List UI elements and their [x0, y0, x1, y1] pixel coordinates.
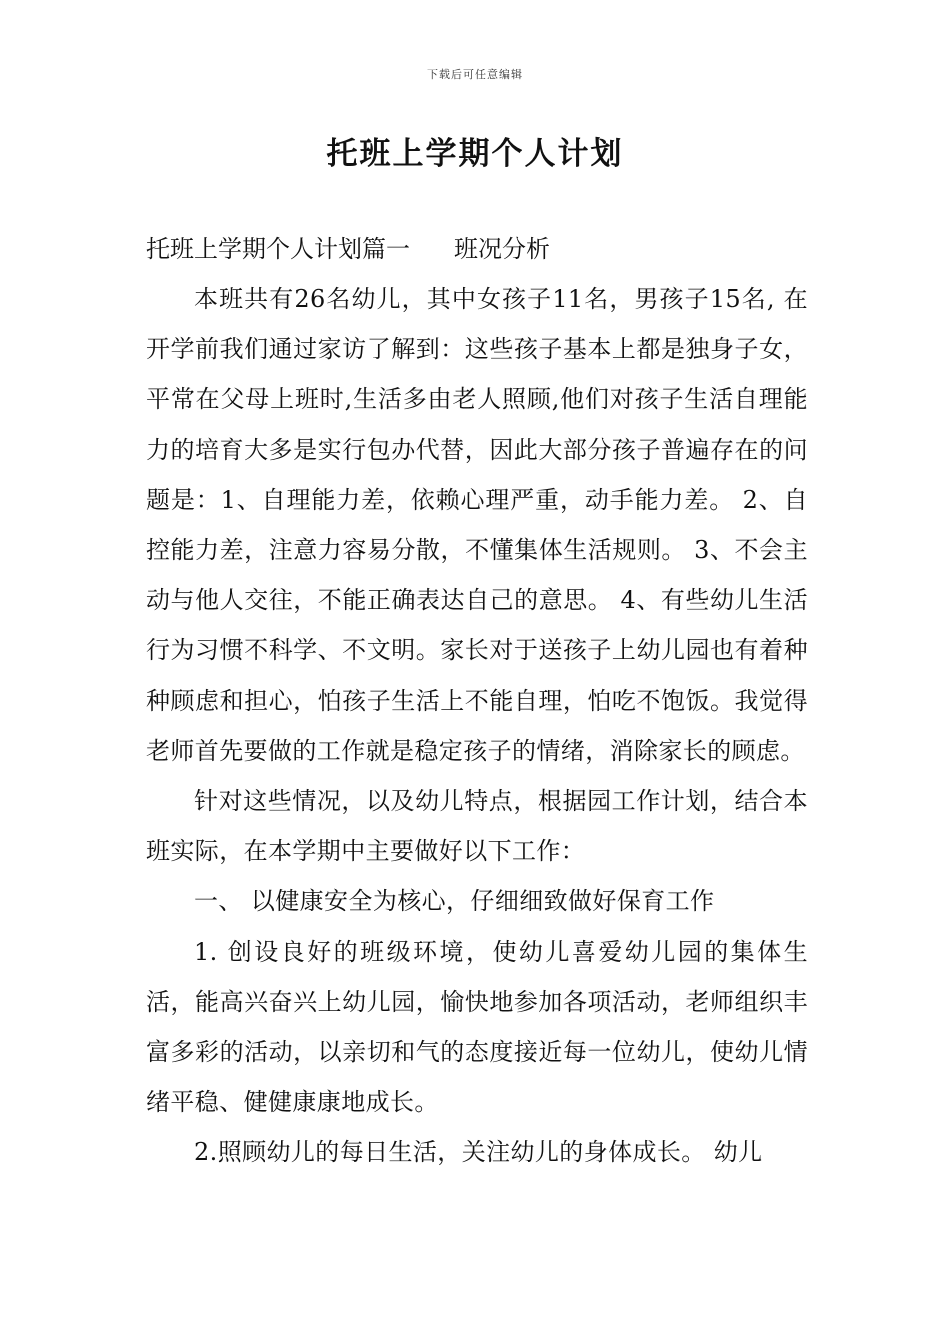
paragraph-section-one-heading: 一、 以健康安全为核心，仔细细致做好保育工作	[194, 887, 715, 916]
paragraph-item-one: 1. 创设良好的班级环境，使幼儿喜爱幼儿园的集体生活，能高兴奋兴上幼儿园，愉快地参加各项活动，老师组织丰富多彩的活动，以亲切和气的态度接近每一位幼儿，使幼儿情绪平稳、健健康康地成长。	[146, 937, 808, 1117]
section-subtitle-left: 托班上学期个人计划篇一	[146, 235, 410, 263]
paragraph-work-intro: 针对这些情况，以及幼儿特点，根据园工作计划，结合本班实际，在本学期中主要做好以下工作：	[146, 787, 808, 866]
document-body	[146, 224, 808, 1178]
paragraph-class-analysis: 本班共有26名幼儿，其中女孩子11名，男孩子15名, 在开学前我们通过家访了解到：这些孩子基本上都是独身子女，平常在父母上班时,生活多由老人照顾,他们对孩子生活自理能力的培育大多是实行包办代替，因此大部分孩子普遍存在的问题是：1、自理能力差，依赖心理严重，动手能力差。 2、自控能力差，注意力容易分散，不懂集体生活规则。 3、不会主动与他人交往，不能正确表达自己的意思。 4、有些幼儿生活行为习惯不科学、不文明。家长对于送孩子上幼儿园也有着种种顾虑和担心，怕孩子生活上不能自理，怕吃不饱饭。我觉得老师首先要做的工作就是稳定孩子的情绪，消除家长的顾虑。	[146, 285, 808, 765]
section-subtitle	[146, 224, 808, 274]
header-note: 下载后可任意编辑	[427, 68, 523, 81]
section-subtitle-right: 班况分析	[454, 235, 550, 263]
paragraph-item-two: 2.照顾幼儿的每日生活，关注幼儿的身体成长。 幼儿	[194, 1138, 763, 1167]
document-title: 托班上学期个人计划	[326, 136, 624, 172]
